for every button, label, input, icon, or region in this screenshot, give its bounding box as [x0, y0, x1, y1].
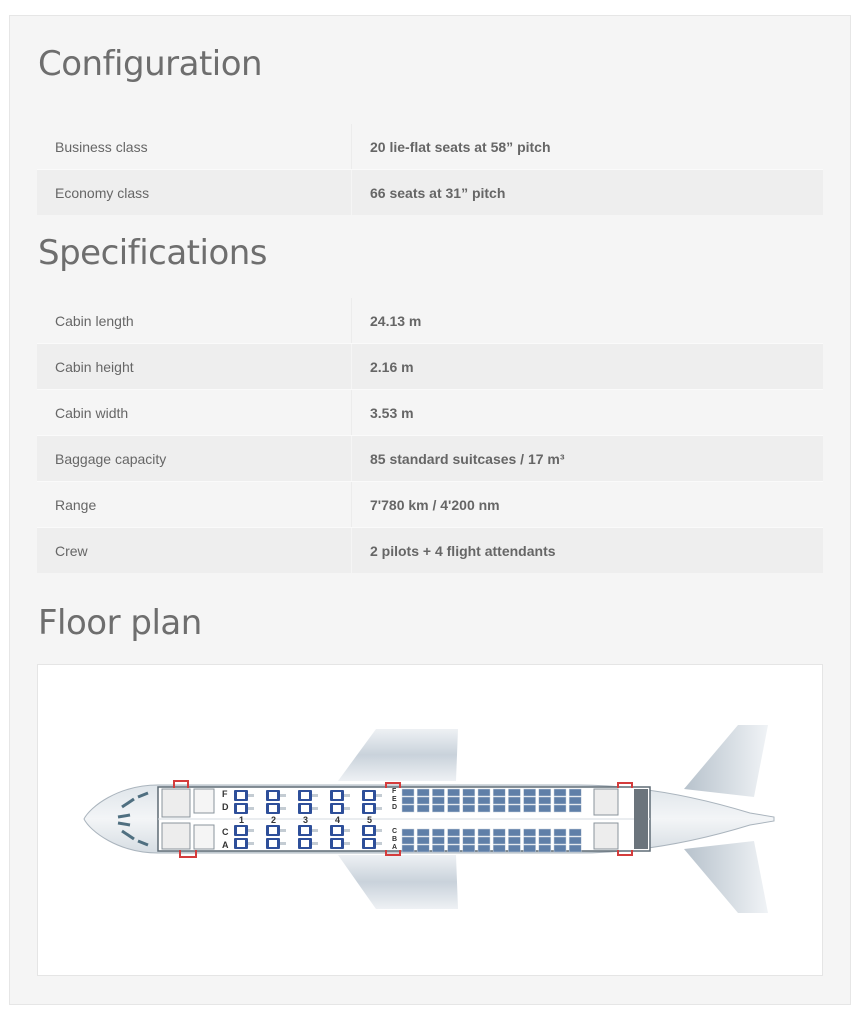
economy-seat — [539, 789, 551, 796]
economy-seat — [569, 829, 581, 836]
table-row — [37, 124, 823, 169]
table-row — [37, 527, 823, 573]
economy-seat — [508, 805, 520, 812]
economy-seat — [508, 829, 520, 836]
economy-seat — [493, 805, 505, 812]
economy-seat — [417, 837, 429, 844]
table-row — [37, 343, 823, 389]
forward-closet-2 — [194, 825, 214, 849]
configuration-title: Configuration — [38, 44, 263, 84]
economy-seat — [463, 845, 475, 852]
economy-seat — [402, 837, 414, 844]
economy-seat — [417, 845, 429, 852]
economy-seat — [569, 789, 581, 796]
economy-seat — [432, 805, 444, 812]
economy-seat — [524, 837, 536, 844]
table-row — [37, 435, 823, 481]
lower-wing — [338, 855, 458, 909]
economy-seat — [448, 845, 460, 852]
economy-seat — [463, 837, 475, 844]
economy-seat — [402, 829, 414, 836]
row-label: Cabin length — [55, 312, 134, 329]
seat-letter: B — [392, 836, 398, 843]
economy-seat — [569, 845, 581, 852]
economy-seat — [554, 789, 566, 796]
economy-seat — [508, 797, 520, 804]
specifications-table — [37, 298, 823, 573]
economy-seat — [448, 829, 460, 836]
configuration-table — [37, 124, 823, 215]
economy-seat — [478, 797, 490, 804]
table-row — [37, 481, 823, 527]
economy-seat — [463, 789, 475, 796]
economy-seat — [508, 837, 520, 844]
column-divider — [351, 344, 352, 389]
column-divider — [351, 390, 352, 435]
economy-seat — [478, 829, 490, 836]
seat-letter: D — [392, 804, 398, 811]
economy-seat — [493, 837, 505, 844]
column-divider — [351, 528, 352, 573]
economy-seat — [478, 845, 490, 852]
economy-seat — [554, 797, 566, 804]
row-number: 3 — [303, 815, 309, 825]
economy-seat — [402, 797, 414, 804]
economy-seat — [539, 805, 551, 812]
economy-seat — [569, 805, 581, 812]
row-label: Range — [55, 496, 97, 513]
economy-seat — [554, 845, 566, 852]
economy-seat — [463, 797, 475, 804]
row-label: Cabin width — [55, 404, 129, 421]
floor-plan-frame — [37, 664, 823, 976]
economy-seat — [524, 845, 536, 852]
economy-seat — [402, 845, 414, 852]
forward-lavatory — [162, 823, 190, 849]
economy-seat — [554, 805, 566, 812]
row-number: 1 — [239, 815, 245, 825]
economy-seat — [432, 837, 444, 844]
economy-seat — [417, 829, 429, 836]
economy-seat — [524, 797, 536, 804]
economy-seat — [569, 837, 581, 844]
row-value: 2 pilots + 4 flight attendants — [370, 542, 556, 559]
seat-letter: C — [222, 827, 229, 837]
seat-letter: E — [392, 796, 397, 803]
economy-seat — [524, 805, 536, 812]
aircraft-floor-plan — [38, 665, 824, 977]
economy-seat — [554, 829, 566, 836]
floor-plan-title: Floor plan — [38, 603, 202, 643]
economy-seat — [493, 829, 505, 836]
economy-seat — [539, 797, 551, 804]
economy-seat — [463, 805, 475, 812]
economy-seat — [478, 805, 490, 812]
aircraft-info-panel — [9, 15, 851, 1005]
upper-stabilizer — [684, 725, 768, 797]
economy-seat — [432, 829, 444, 836]
row-value: 66 seats at 31” pitch — [370, 184, 506, 201]
column-divider — [351, 482, 352, 527]
economy-seat — [432, 789, 444, 796]
economy-seat — [448, 805, 460, 812]
row-number: 4 — [335, 815, 341, 825]
column-divider — [351, 436, 352, 481]
row-number: 2 — [271, 815, 277, 825]
row-value: 85 standard suitcases / 17 m³ — [370, 450, 565, 467]
economy-seat — [478, 789, 490, 796]
aft-bulkhead — [634, 789, 648, 849]
row-value: 2.16 m — [370, 358, 414, 375]
row-value: 20 lie-flat seats at 58” pitch — [370, 138, 551, 155]
economy-seat — [569, 797, 581, 804]
economy-seat — [417, 797, 429, 804]
economy-seat — [402, 805, 414, 812]
economy-seat — [524, 829, 536, 836]
table-row — [37, 169, 823, 215]
aft-lavatory — [594, 789, 618, 815]
seat-letter: C — [392, 828, 398, 835]
economy-seat — [432, 845, 444, 852]
row-value: 3.53 m — [370, 404, 414, 421]
economy-seat — [524, 789, 536, 796]
economy-seat — [448, 789, 460, 796]
row-number: 5 — [367, 815, 373, 825]
table-row — [37, 298, 823, 343]
seat-letter: F — [392, 788, 397, 795]
column-divider — [351, 298, 352, 343]
economy-seat — [493, 789, 505, 796]
upper-wing — [338, 729, 458, 781]
economy-seat — [417, 805, 429, 812]
forward-galley — [162, 789, 190, 817]
economy-seat — [554, 837, 566, 844]
economy-seat — [539, 845, 551, 852]
economy-seat — [539, 829, 551, 836]
row-value: 7'780 km / 4'200 nm — [370, 496, 500, 513]
lower-stabilizer — [684, 841, 768, 913]
seat-letter: A — [222, 840, 229, 850]
economy-seat — [448, 797, 460, 804]
forward-closet — [194, 789, 214, 813]
economy-seat — [417, 789, 429, 796]
economy-seat — [463, 829, 475, 836]
economy-seat — [508, 789, 520, 796]
specifications-title: Specifications — [38, 233, 268, 273]
economy-seat — [493, 797, 505, 804]
economy-seat — [539, 837, 551, 844]
economy-seat — [478, 837, 490, 844]
economy-seat — [508, 845, 520, 852]
column-divider — [351, 170, 352, 215]
economy-seat — [448, 837, 460, 844]
table-row — [37, 389, 823, 435]
row-label: Business class — [55, 138, 148, 155]
row-label: Cabin height — [55, 358, 134, 375]
seat-letter: F — [222, 789, 228, 799]
seat-letter: A — [392, 844, 398, 851]
column-divider — [351, 124, 352, 169]
row-label: Baggage capacity — [55, 450, 167, 467]
aft-galley — [594, 823, 618, 849]
economy-seat — [402, 789, 414, 796]
seat-letter: D — [222, 802, 229, 812]
economy-seat — [432, 797, 444, 804]
row-value: 24.13 m — [370, 312, 422, 329]
economy-seat — [493, 845, 505, 852]
row-label: Economy class — [55, 184, 150, 201]
row-label: Crew — [55, 542, 88, 559]
